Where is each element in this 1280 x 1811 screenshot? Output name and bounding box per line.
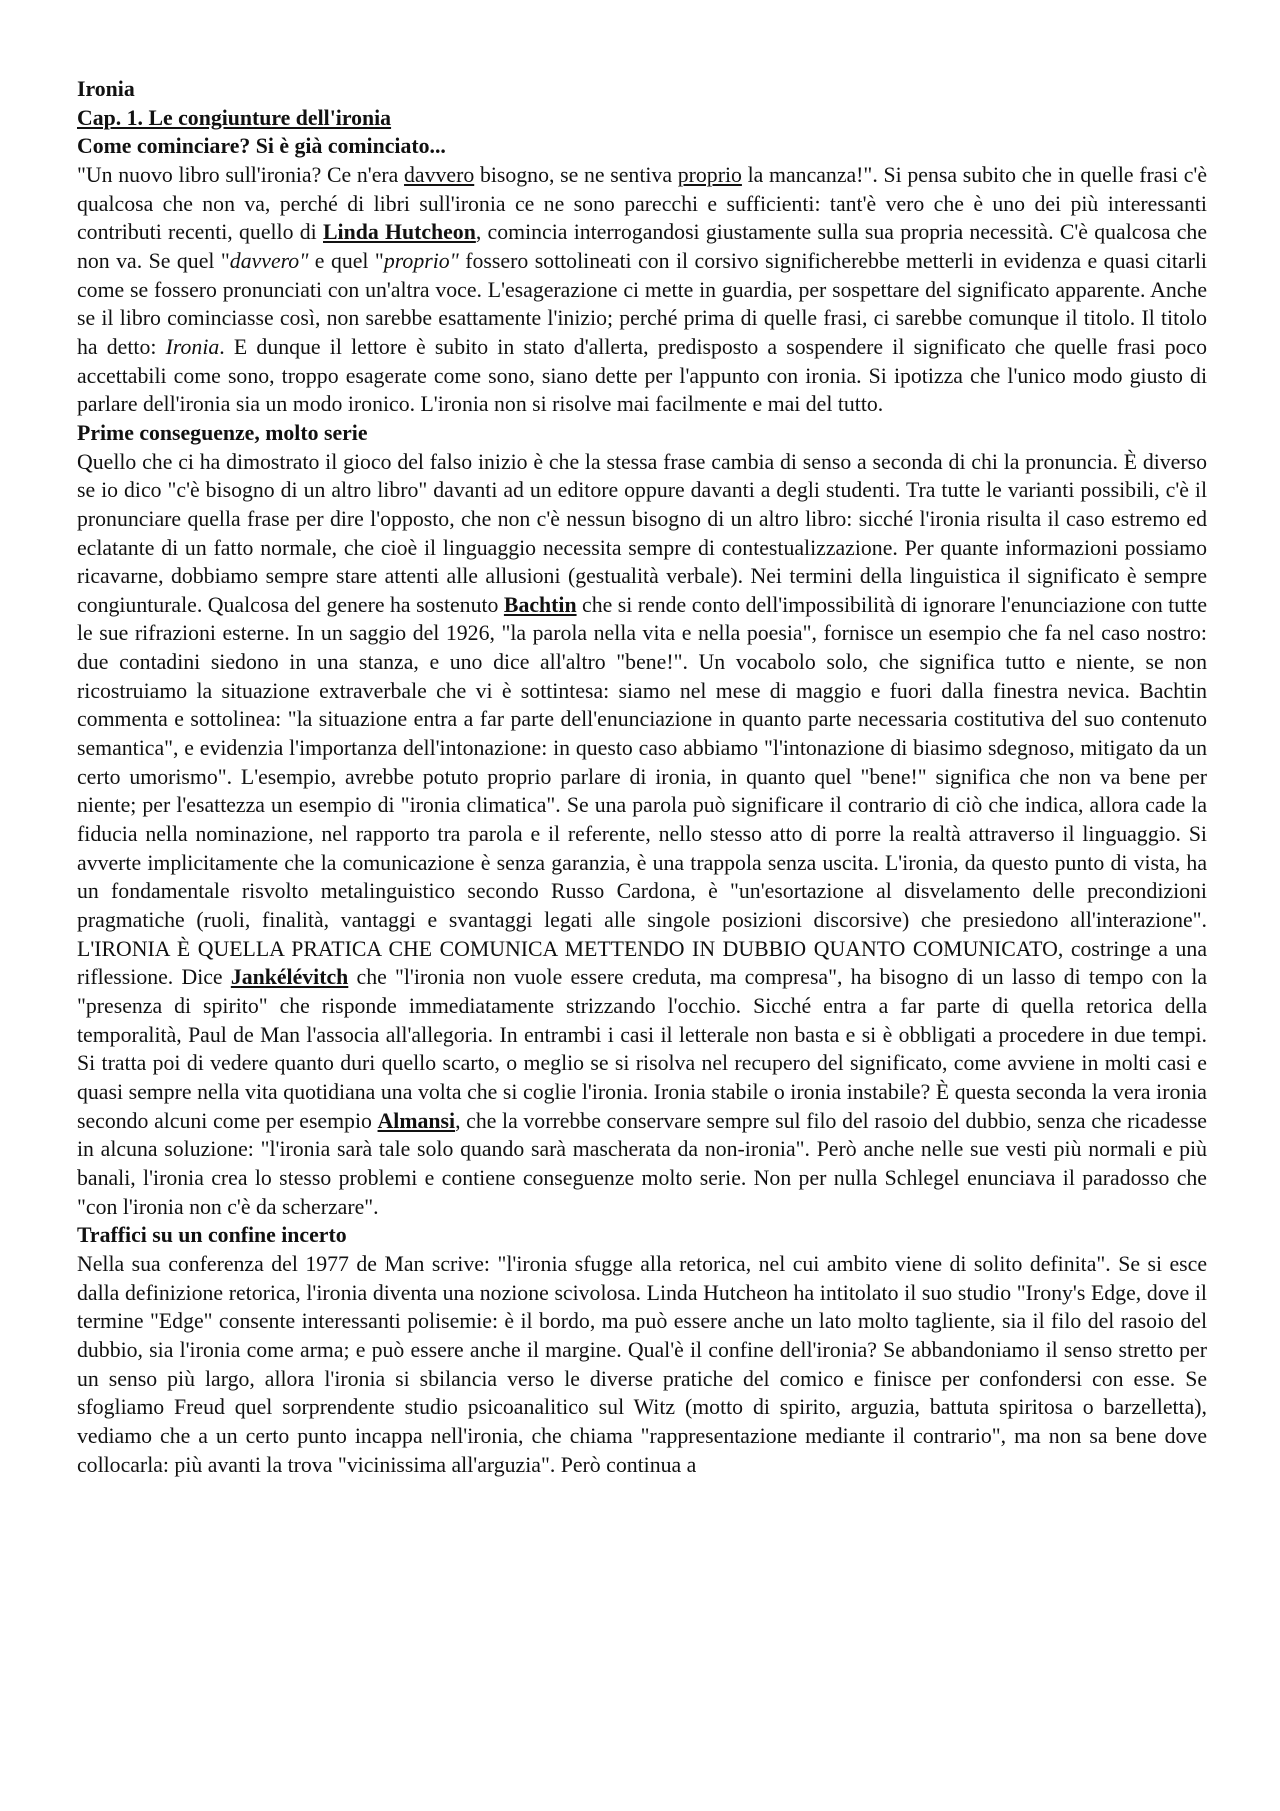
link-bachtin[interactable]: Bachtin — [503, 592, 577, 617]
paragraph-3 — [77, 1250, 1207, 1479]
link-jankelevitch[interactable]: Jankélévitch — [230, 965, 349, 990]
text-run: "Un nuovo libro sull'ironia? Ce n'era — [77, 162, 405, 187]
chapter-heading: Cap. 1. Le congiunture dell'ironia — [77, 105, 392, 130]
paragraph-2 — [77, 448, 1207, 1222]
text-run: Nella sua conferenza del 1977 de Man scrive: "l'ironia sfugge alla retorica, nel cui ambito viene di solito definita". Se si esce dalla definizione retorica, l'ironia diventa una nozione scivolosa. Linda Hutcheon ha intitolato il suo studio "Irony's Edge, dove il termine "Edge" consente interessanti polisemie: è il bordo, ma può essere anche un lato molto tagliente, sia il filo del rasoio del dubbio, sia l'ironia come arma; e può essere anche il margine. Qual'è il confine dell'ironia? Se abbandoniamo il senso stretto per un senso più largo, allora l'ironia si sbilancia verso le diverse pratiche del comico e finisce per confondersi con esse. Se sfogliamo Freud quel sorprendente studio psicoanalitico sul Witz (motto di spirito, arguzia, battuta spiritosa o barzelletta), vediamo che a un certo punto incappa nell'ironia, che chiama "rappresentazione mediante il contrario", ma non sa bene dove collocarla: più avanti la trova "vicinissima all'arguzia". Però continua a — [77, 1251, 1207, 1477]
text-run: e quel " — [308, 248, 384, 273]
document-title: Ironia — [77, 77, 135, 101]
section-heading-1: Come cominciare? Si è già cominciato... — [77, 134, 446, 159]
text-run: che si rende conto dell'impossibilità di ignorare l'enunciazione con tutte le sue rifrazioni esterne. In un saggio del 1926, "la parola nella vita e nella poesia", fornisce un esempio che fa nel caso nostro: due contadini siedono in una stanza, e uno dice all'altro "bene!". Un vocabolo solo, che significa tutto e niente, se non ricostruiamo la situazione extraverbale che vi è sottintesa: siamo nel mese di maggio e fuori dalla finestra nevica. Bachtin commenta e sottolinea: "la situazione entra a far parte dell'enunciazione in quanto parte necessaria costitutiva del suo contenuto semantica", e evidenzia l'importanza dell'intonazione: in questo caso abbiamo "l'intonazione di biasimo sdegnoso, mitigato da un certo umorismo". L'esempio, avrebbe potuto proprio parlare di ironia, in quanto quel "bene!" significa che non va bene per niente; per l'esattezza un esempio di "ironia climatica". Se una parola può significare il contrario di ciò che indica, allora cade la fiducia nella nominazione, nel rapporto tra parola e il referente, nello stesso atto di porre la realtà attraverso il linguaggio. Si avverte implicitamente che la comunicazione è senza garanzia, è una trappola senza uscita. L'ironia, da questo punto di vista, ha un fondamentale risvolto metalinguistico secondo Russo Cardona, è "un'esortazione al disvelamento delle precondizioni pragmatiche (ruoli, finalità, vantaggi e svantaggi legati alle singole posizioni discorsive) che presiedono all'interazione". L'IRONIA È QUELLA PRATICA CHE COMUNICA METTENDO IN DUBBIO QUANTO COMUNICATO, costringe a una riflessione. Dice — [77, 592, 1207, 990]
section-heading-3: Traffici su un confine incerto — [77, 1223, 347, 1248]
link-linda-hutcheon[interactable]: Linda Hutcheon — [323, 220, 476, 245]
link-almansi[interactable]: Almansi — [377, 1108, 456, 1133]
text-run: Quello che ci ha dimostrato il gioco del falso inizio è che la stessa frase cambia di senso a seconda di chi la pronuncia. È diverso se io dico "c'è bisogno di un altro libro" davanti ad un editore oppure davanti a degli studenti. Tra tutte le varianti possibili, c'è il pronunciare quella frase per dire l'opposto, che non c'è nessun bisogno di un altro libro: sicché l'ironia risulta il caso estremo ed eclatante di un fatto normale, che cioè il linguaggio necessita sempre di contestualizzazione. Per quante informazioni possiamo ricavarne, dobbiamo sempre stare attenti alle allusioni (gestualità verbale). Nei termini della linguistica il significato è sempre congiunturale. Qualcosa del genere ha sostenuto — [77, 449, 1207, 617]
paragraph-1 — [77, 161, 1207, 419]
text-run: la mancanza!". Si pensa subito che in quelle frasi c'è qualcosa che non va, perché di libri sull'ironia ce ne sono parecchi e sufficienti: tant'è vero che è uno dei più interessanti contributi recenti, quello di — [77, 162, 1208, 245]
text-run: , comincia interrogandosi giustamente sulla sua propria necessità. C'è qualcosa che non va. Se quel " — [77, 220, 1208, 273]
section-heading-2: Prime conseguenze, molto serie — [77, 420, 368, 445]
italic-davvero: davvero" — [229, 248, 309, 273]
text-run: , che la vorrebbe conservare sempre sul filo del rasoio del dubbio, senza che ricadesse in alcuna soluzione: "l'ironia sarà tale solo quando sarà mascherata da non-ironia". Però anche nelle sue vesti più normali e più banali, l'ironia crea lo stesso problemi e contiene conseguenze molto serie. Non per nulla Schlegel enunciava il paradosso che "con l'ironia non c'è da scherzare". — [77, 1108, 1207, 1219]
text-run: bisogno, se ne sentiva — [474, 162, 678, 187]
text-run: fossero sottolineati con il corsivo significherebbe metterli in evidenza e quasi citarli come se fossero pronunciati con un'altra voce. L'esagerazione ci mette in guardia, per sospettare del significato apparente. Anche se il libro cominciasse così, non sarebbe esattamente l'inizio; perché prima di quelle frasi, ci sarebbe comunque il titolo. Il titolo ha detto: — [77, 248, 1207, 359]
text-run: che "l'ironia non vuole essere creduta, ma compresa", ha bisogno di un lasso di tempo con la "presenza di spirito" che risponde immediatamente strizzando l'occhio. Sicché entra a far parte di quella retorica della temporalità, Paul de Man l'associa all'allegoria. In entrambi i casi il letterale non basta e si è obbligati a procedere in due tempi. Si tratta poi di vedere quanto duri quello scarto, o meglio se si risolva nel recupero del significato, come avviene in molti casi e quasi sempre nella vita quotidiana una volta che si coglie l'ironia. Ironia stabile o ironia instabile? È questa seconda la vera ironia secondo alcuni come per esempio — [77, 965, 1207, 1133]
underlined-word-davvero: davvero — [404, 162, 475, 187]
italic-proprio: proprio" — [383, 248, 459, 273]
document-page — [77, 75, 1207, 1479]
italic-ironia: Ironia — [165, 334, 220, 359]
underlined-word-proprio: proprio — [677, 162, 742, 187]
text-run: . E dunque il lettore è subito in stato d'allerta, predisposto a sospendere il significato che quelle frasi poco accettabili come sono, troppo esagerate come sono, siano dette per l'appunto con ironia. Si ipotizza che l'unico modo giusto di parlare dell'ironia sia un modo ironico. L'ironia non si risolve mai facilmente e mai del tutto. — [77, 334, 1207, 417]
